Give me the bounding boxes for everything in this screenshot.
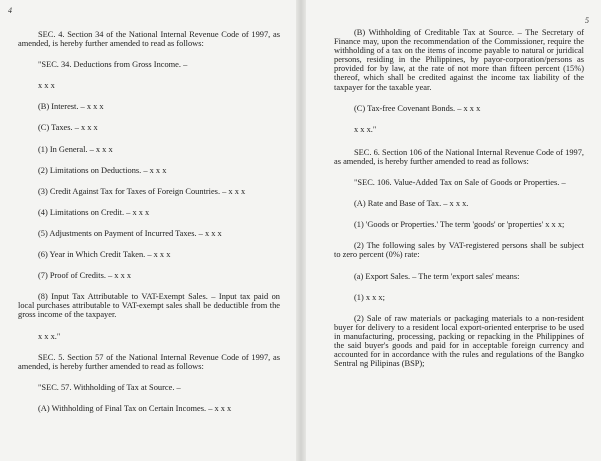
sec106-export-sales: (a) Export Sales. – The term 'export sales' means:	[354, 271, 520, 281]
sec34-item-1: (1) In General. – x x x	[38, 144, 113, 154]
page-number-right: 5	[585, 16, 589, 25]
sec34-omission: x x x	[38, 81, 55, 91]
sec34-item-6: (6) Year in Which Credit Taken. – x x x	[38, 250, 171, 260]
sec106-item-a: (A) Rate and Base of Tax. – x x x.	[354, 199, 469, 209]
sec34-item-b: (B) Interest. – x x x	[38, 102, 104, 112]
sec106-item-1: (1) 'Goods or Properties.' The term 'goods' or 'properties' x x x;	[354, 220, 565, 230]
left-page-text	[18, 30, 280, 413]
sec34-item-2: (2) Limitations on Deductions. – x x x	[38, 165, 167, 175]
sec4-intro: SEC. 4. Section 34 of the National Internal Revenue Code of 1997, as amended, is hereby further amended to read as follows:	[18, 30, 280, 49]
sec57-item-b: (B) Withholding of Creditable Tax at Source. – The Secretary of Finance may, upon the recommendation of the Commissioner, require the withholding of a tax on the items of income payable to natural or juridical persons, residing in the Philippines, by payor-corporation/persons as provided for by law, at the rate of not more than fifteen percent (15%) thereof, which shall be credited against the income tax liability of the taxpayer for the taxable year.	[334, 28, 584, 92]
sec57-item-c: (C) Tax-free Covenant Bonds. – x x x	[354, 103, 481, 113]
sec106-export-item-2: (2) Sale of raw materials or packaging materials to a non-resident buyer for delivery to a resident local export-oriented enterprise to be used in manufacturing, processing, packing or repacking in the Philippines of the said buyer's goods and paid for in acceptable foreign currency and accounted for in accordance with the rules and regulations of the Bangko Sentral ng Pilipinas (BSP);	[334, 313, 584, 369]
sec34-item-5: (5) Adjustments on Payment of Incurred Taxes. – x x x	[38, 228, 222, 238]
sec57-heading: "SEC. 57. Withholding of Tax at Source. –	[38, 382, 181, 392]
sec34-item-c: (C) Taxes. – x x x	[38, 123, 98, 133]
page-number-left: 4	[8, 6, 12, 15]
left-page	[0, 0, 297, 461]
sec6-intro: SEC. 6. Section 106 of the National Internal Revenue Code of 1997, as amended, is hereby further amended to read as follows:	[334, 147, 584, 166]
right-page	[306, 0, 601, 461]
sec34-closing: x x x."	[38, 331, 61, 341]
sec34-item-3: (3) Credit Against Tax for Taxes of Foreign Countries. – x x x	[38, 186, 246, 196]
sec34-item-8: (8) Input Tax Attributable to VAT-Exempt Sales. – Input tax paid on local purchases attributable to VAT-exempt sales shall be deductible from the gross income of the taxpayer.	[18, 292, 280, 320]
right-page-text	[334, 28, 584, 368]
sec34-heading: "SEC. 34. Deductions from Gross Income. –	[38, 60, 188, 70]
page-gutter	[296, 0, 306, 461]
sec106-export-item-1: (1) x x x;	[354, 292, 385, 302]
sec34-item-7: (7) Proof of Credits. – x x x	[38, 271, 132, 281]
sec106-item-2: (2) The following sales by VAT-registered persons shall be subject to zero percent (0%) rate:	[334, 241, 584, 260]
sec5-intro: SEC. 5. Section 57 of the National Internal Revenue Code of 1997, as amended, is hereby further amended to read as follows:	[18, 352, 280, 371]
sec106-heading: "SEC. 106. Value-Added Tax on Sale of Goods or Properties. –	[354, 178, 566, 188]
sec57-item-a: (A) Withholding of Final Tax on Certain Incomes. – x x x	[38, 403, 232, 413]
sec57-closing: x x x."	[354, 124, 377, 134]
sec34-item-4: (4) Limitations on Credit. – x x x	[38, 207, 150, 217]
